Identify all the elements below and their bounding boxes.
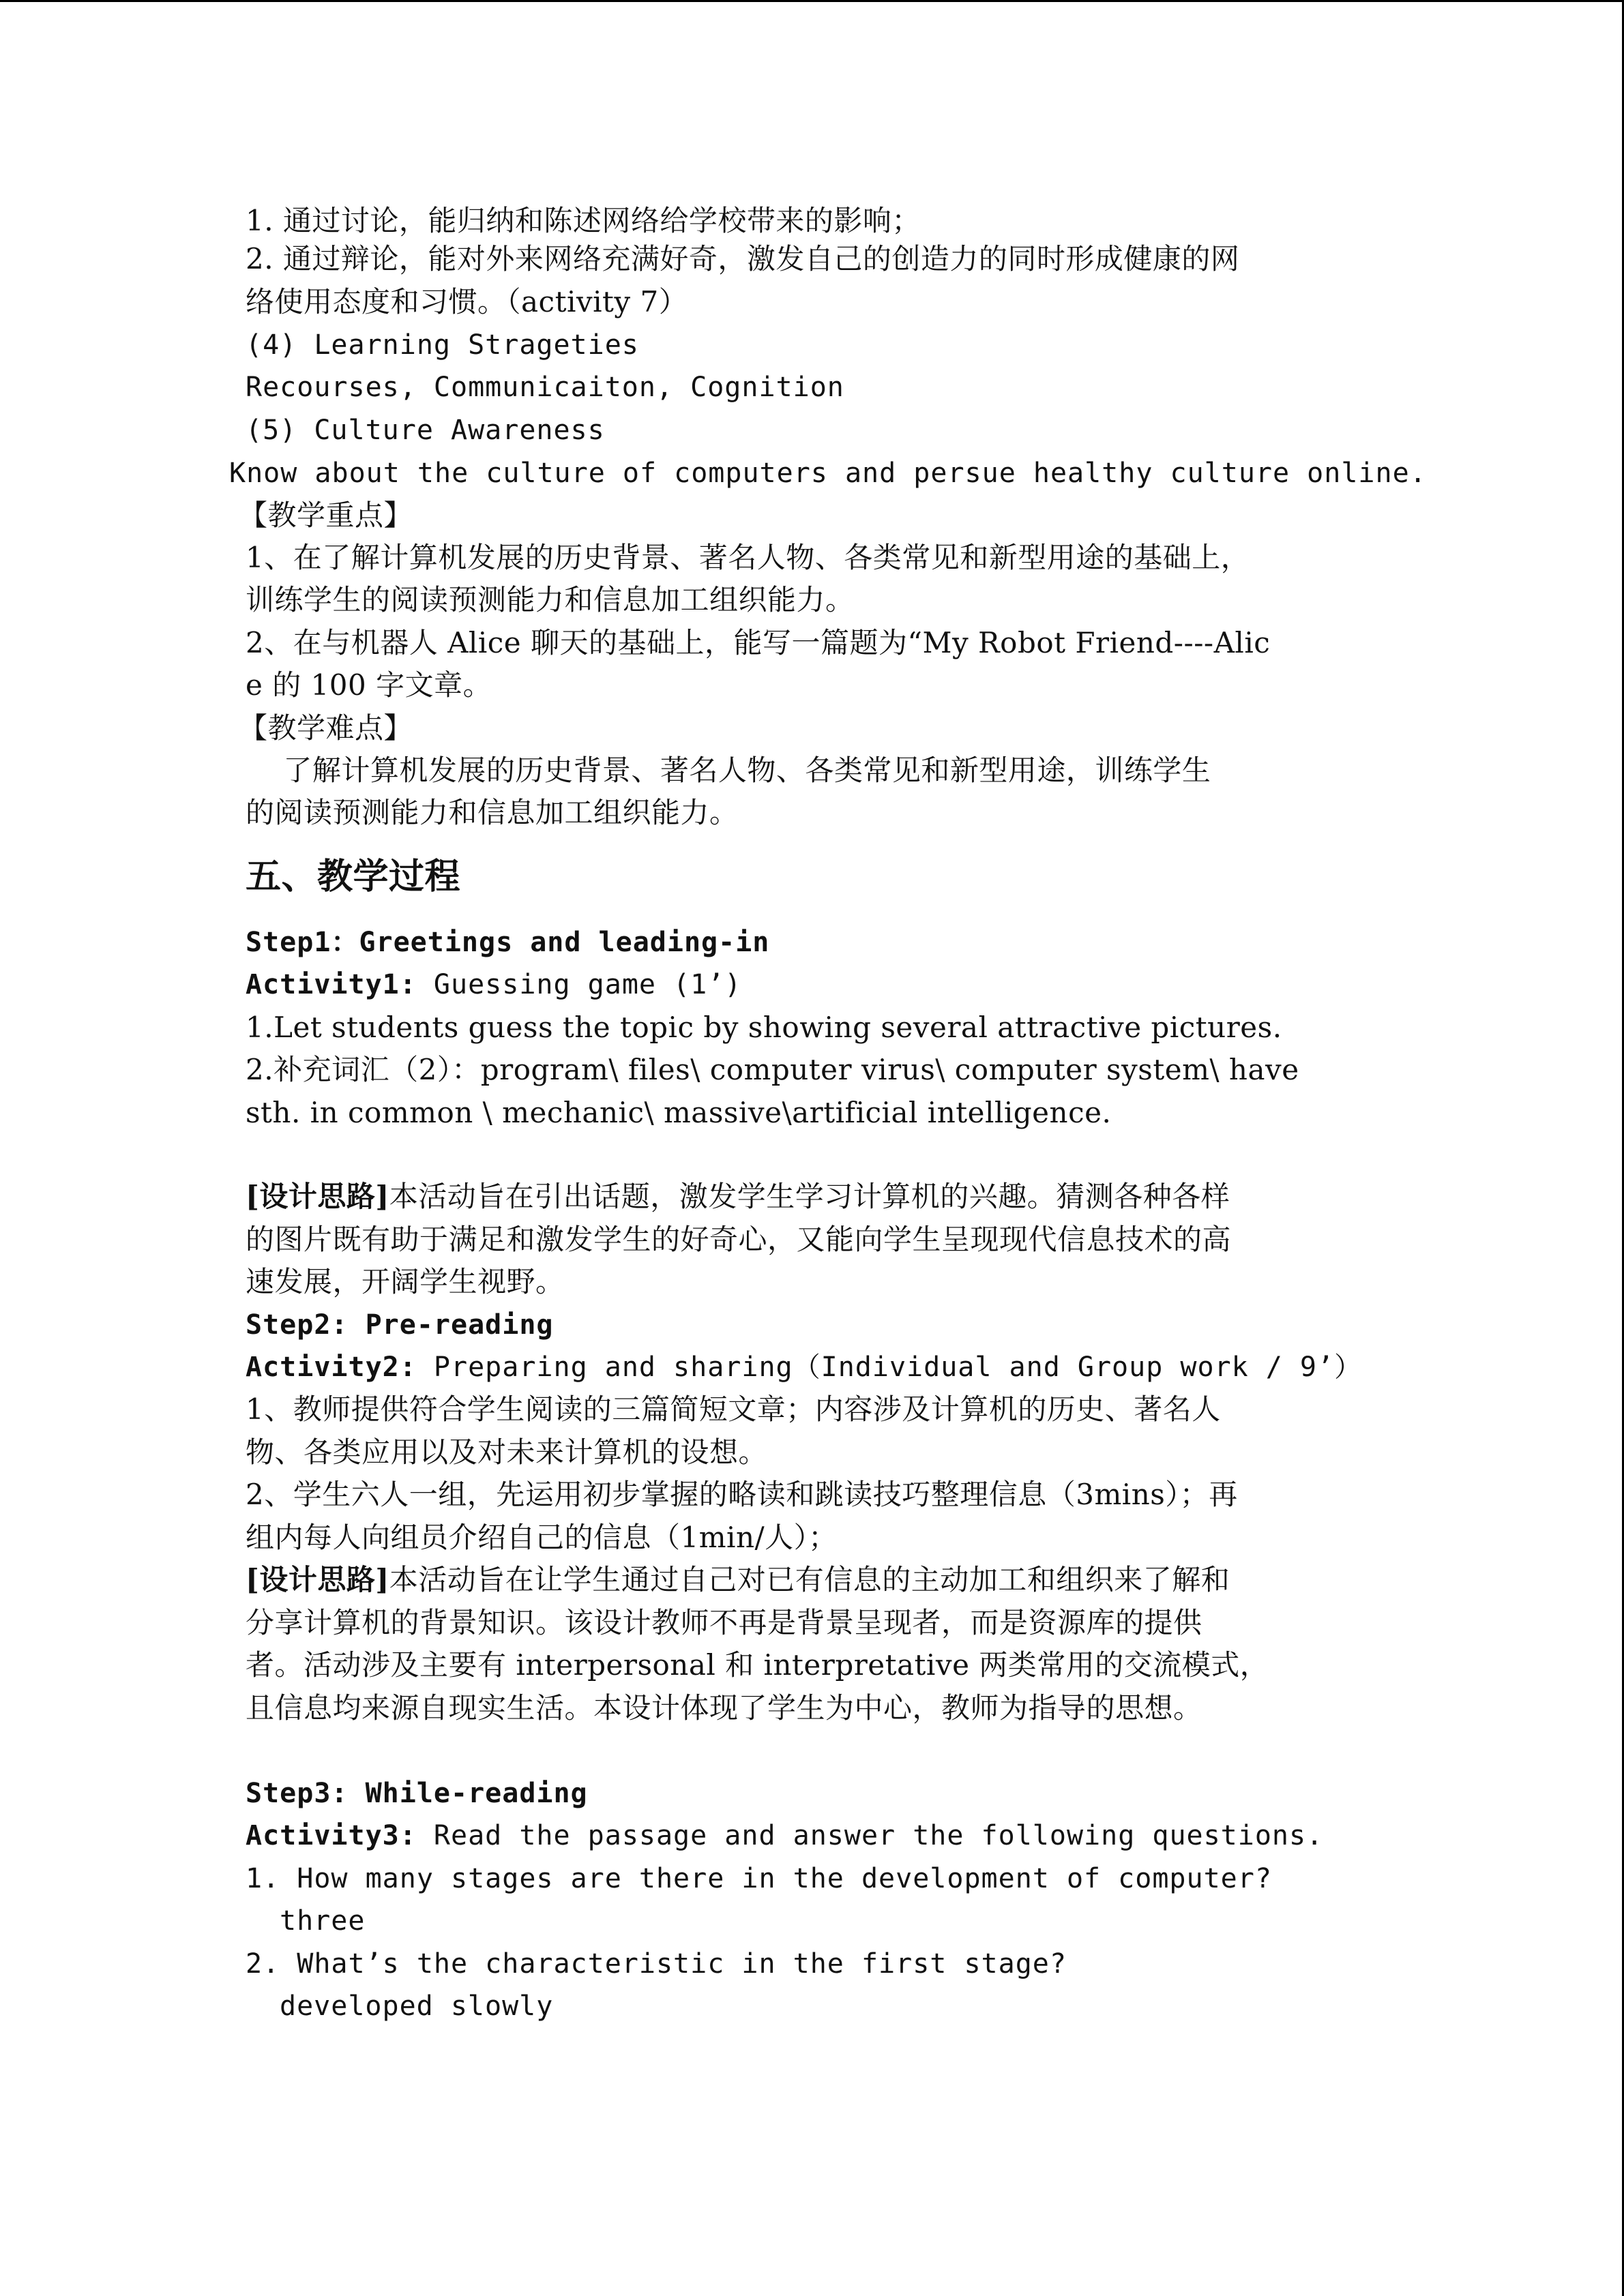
activity2-item-2: 2、学生六人一组，先运用初步掌握的略读和跳读技巧整理信息（3mins）；再 xyxy=(246,1478,1238,1511)
design-note-2-line-3: 者。活动涉及主要有 interpersonal 和 interpretative 两类常用的交流模式， xyxy=(246,1648,1269,1682)
activity3-label: Activity3: xyxy=(246,1820,417,1851)
key-point-line-2: 训练学生的阅读预测能力和信息加工组织能力。 xyxy=(246,583,855,616)
design-note-label: [设计思路] xyxy=(246,1180,389,1213)
design-note-2-line-2: 分享计算机的背景知识。该设计教师不再是背景呈现者，而是资源库的提供 xyxy=(246,1606,1202,1639)
question-1: 1. How many stages are there in the development of computer? xyxy=(246,1863,1272,1894)
difficult-point-line-1: 了解计算机发展的历史背景、著名人物、各类常见和新型用途，训练学生 xyxy=(246,754,1211,787)
key-point-line-3: 2、在与机器人 Alice 聊天的基础上，能写一篇题为“My Robot Friend----Alic xyxy=(246,626,1271,659)
design-note-1-line-3: 速发展，开阔学生视野。 xyxy=(246,1265,565,1298)
design-note-label: [设计思路] xyxy=(246,1563,389,1596)
objective-line-2: 2. 通过辩论，能对外来网络充满好奇，激发自己的创造力的同时形成健康的网 xyxy=(246,242,1240,275)
section-heading: 五、教学过程 xyxy=(246,856,461,897)
design-note-2-line-1 xyxy=(246,1561,1230,1599)
design-note-text: 本活动旨在让学生通过自己对已有信息的主动加工和组织来了解和 xyxy=(389,1563,1230,1596)
key-point-line-1: 1、在了解计算机发展的历史背景、著名人物、各类常见和新型用途的基础上， xyxy=(246,541,1250,574)
activity3-line xyxy=(246,1817,1323,1855)
design-note-1-line-2: 的图片既有助于满足和激发学生的好奇心，又能向学生呈现现代信息技术的高 xyxy=(246,1223,1232,1256)
difficult-point-line-2: 的阅读预测能力和信息加工组织能力。 xyxy=(246,796,739,829)
culture-awareness-heading: (5) Culture Awareness xyxy=(246,415,605,446)
answer-1: three xyxy=(280,1905,366,1937)
activity1-item-1: 1.Let students guess the topic by showing several attractive pictures. xyxy=(246,1011,1282,1044)
learning-strategies-heading: (4) Learning Strageties xyxy=(246,329,639,361)
design-note-1-line-1 xyxy=(246,1178,1230,1216)
design-note-2-line-4: 且信息均来源自现实生活。本设计体现了学生为中心，教师为指导的思想。 xyxy=(246,1691,1202,1725)
difficult-points-heading: 【教学难点】 xyxy=(239,711,413,745)
activity2-label: Activity2: xyxy=(246,1352,417,1383)
activity2-item-1: 1、教师提供符合学生阅读的三篇简短文章；内容涉及计算机的历史、著名人 xyxy=(246,1392,1221,1426)
activity1-item-2-cont: sth. in common \ mechanic\ massive\artificial intelligence. xyxy=(246,1096,1112,1129)
activity2-item-2-cont: 组内每人向组员介绍自己的信息（1min/人）； xyxy=(246,1521,838,1554)
step1-heading: Step1：Greetings and leading-in xyxy=(246,927,770,958)
objective-line-3: 络使用态度和习惯。（activity 7） xyxy=(246,285,688,318)
activity3-title: Read the passage and answer the following questions. xyxy=(416,1820,1324,1851)
activity1-title: Guessing game (1’) xyxy=(416,969,742,1000)
question-2: 2. What’s the characteristic in the first stage? xyxy=(246,1948,1067,1980)
answer-2: developed slowly xyxy=(280,1991,554,2022)
step3-heading: Step3: While-reading xyxy=(246,1778,588,1809)
culture-awareness-text: Know about the culture of computers and persue healthy culture online. xyxy=(229,458,1427,489)
activity2-item-1-cont: 物、各类应用以及对未来计算机的设想。 xyxy=(246,1435,768,1469)
top-border xyxy=(0,0,1624,2)
objective-line-1: 1. 通过讨论，能归纳和陈述网络给学校带来的影响； xyxy=(246,204,921,237)
design-note-text: 本活动旨在引出话题，激发学生学习计算机的兴趣。猜测各种各样 xyxy=(389,1180,1230,1213)
activity1-item-2: 2.补充词汇（2）：program\ files\ computer virus\ computer system\ have xyxy=(246,1053,1299,1086)
key-point-line-4: e 的 100 字文章。 xyxy=(246,668,492,702)
key-points-heading: 【教学重点】 xyxy=(239,498,413,532)
learning-strategies-text: Recourses, Communicaiton, Cognition xyxy=(246,372,844,403)
activity2-line xyxy=(246,1348,1362,1386)
activity1-line xyxy=(246,966,741,1004)
activity2-title: Preparing and sharing（Individual and Group work / 9’） xyxy=(416,1352,1363,1383)
activity1-label: Activity1: xyxy=(246,969,417,1000)
step2-heading: Step2: Pre-reading xyxy=(246,1309,554,1341)
